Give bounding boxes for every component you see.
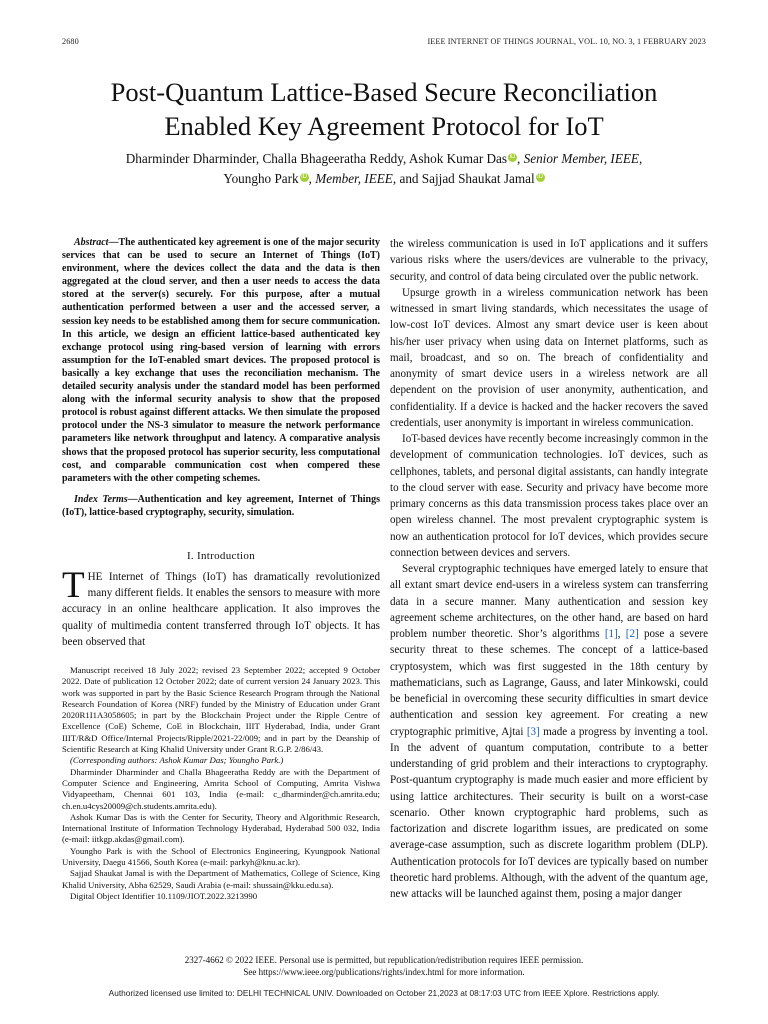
author-names-2: Youngho Park <box>223 170 299 186</box>
abstract-label: Abstract <box>74 237 109 248</box>
body-paragraph-4 <box>390 561 708 902</box>
body-text: pose a severe security threat to these schemes. The concept of a lattice-based cryptosystem, which was first suggested in the 18th century by mathematicians, such as Lagrange, Gauss, and later Minkowski, could be beneficial in overcoming these security difficulties in smart device authentication and session key agreement. For creating a new cryptographic primitive, Ajtai <box>390 628 709 738</box>
page-number: 2680 <box>62 37 79 46</box>
paper-title <box>40 75 728 143</box>
drop-cap: T <box>62 564 85 606</box>
intro-text: HE Internet of Things (IoT) has dramatically revolutionized many different fields. It enables the sensors to measure with more accuracy in an online healthcare application. It also improves the quality of multimedia content transferred through IoT objects. It has been observed that <box>62 570 380 648</box>
footnote-affiliation-3: Youngho Park is with the School of Electronics Engineering, Kyungpook National University, Daegu 41566, South Korea (e-mail: parkyh@knu.ac.kr). <box>62 845 380 868</box>
citation-link[interactable]: [3] <box>526 725 540 738</box>
author-sep: , <box>638 151 643 166</box>
copyright-line-1: 2327-4662 © 2022 IEEE. Personal use is permitted, but republication/redistribution requires IEEE permission. <box>184 955 584 965</box>
footnotes <box>62 665 380 902</box>
citation-link[interactable]: [2] <box>625 628 639 640</box>
author-line-1 <box>60 149 708 169</box>
body-text: Several cryptographic techniques have emerged lately to ensure that all extant smart device end-users in a wireless system can transferring data in a secure manner. Many authentication and session key agreement scheme architectures, on the other hand, are based on hard problem number theoretic. Shor’s algorithms <box>390 563 708 640</box>
body-paragraph-1: the wireless communication is used in IoT applications and it suffers various risks where the users/devices are vulnerable to the privacy, security, and control of data being circulated over the public network. <box>390 238 708 283</box>
orcid-icon[interactable]: iD <box>537 173 543 180</box>
index-terms-text: —Authentication and key agreement, Internet of Things (IoT), lattice-based cryptography, security, simulation. <box>62 493 380 518</box>
body-paragraph-2: Upsurge growth in a wireless communication network has been witnessed in smart living standards, which necessitates the usage of low-cost IoT devices. Almost any smart device user is keen about his/her user privacy when using data on Internet platforms, such as mail, broadcast, and so on. The breach of confidentiality and anonymity of smart device users in a wireless network are all dependent on the provision of user anonymity, authentication, and confidentiality. If a device is hacked and the hacker recovers the saved credentials, user anonymity is important in wireless communication. <box>390 286 708 429</box>
abstract-text: —The authenticated key agreement is one of the major security services that can be used to secure an Internet of Things (IoT) environment, where the devices collect the data and the data is then aggregated at the cloud server, and then a user needs to access the data stored at the server(s) securely. For this purpose, after a mutual authentication performed between a user and the accessed server, a session key needs to be established among them for secure communication. In this article, we design an efficient lattice-based authenticated key exchange protocol using ring-based version of learning with errors assumption for the IoT-enabled smart devices. The proposed protocol is basically a key exchange that uses the reconciliation mechanism. The detailed security analysis under the standard model has been performed along with the informal security analysis to show that the proposed protocol is robust against different attacks. We then simulate the proposed protocol under the NS-3 simulator to measure the network performance parameters like network throughput and latency. A comparative analysis shows that the proposed protocol has superior security, less computational cost, and comparable communication cost when compered these parameters with the other competing schemes. <box>62 237 380 484</box>
orcid-icon[interactable]: iD <box>301 173 307 180</box>
title-line-1: Post-Quantum Lattice-Based Secure Reconciliation <box>110 77 658 107</box>
left-column <box>62 236 380 650</box>
footnote-manuscript: Manuscript received 18 July 2022; revised 23 September 2022; accepted 9 October 2022. Date of publication 12 October 2022; date of current version 24 January 2023. This work was supported in part by the Basic Science Research Program through the National Research Foundation of Korea (NRF) funded by the Ministry of Education under Grant 2020R1I1A3058605; in part by the Blockchain Project under the Ripple Centre of Excellence (CoE) Scheme, CoE in Blockchain, IIIT Hyderabad, India, under Grant IIIT/R&D Office/Internal Projects/Ripple/2021-22/009; and in part by the Deanship of Scientific Research at King Khalid University under Grant R.G.P. 2/86/43. <box>62 665 380 755</box>
intro-paragraph <box>62 564 380 650</box>
citation-link[interactable]: [1] <box>604 628 618 640</box>
abstract <box>62 236 380 485</box>
footnote-doi[interactable]: Digital Object Identifier 10.1109/JIOT.2022.3213990 <box>70 890 258 901</box>
author-sep: , <box>308 170 316 186</box>
body-text: , <box>617 628 626 640</box>
orcid-icon[interactable]: iD <box>509 154 516 160</box>
author-names-3: , and Sajjad Shaukat Jamal <box>392 170 535 186</box>
author-line-2 <box>60 169 708 189</box>
body-text: made a progress by inventing a tool. In the advent of quantum computation, contribute to a better understanding of grid problem and their interactions to cryptography. Post-quantum cryptography is made much easier and more efficient by using lattice architectures. Their security is built on a worst-case scenario. Other known cryptographic hard problems, such as factorization and discrete logarithm issues, are predicated on some average-case assumption, such as discrete logarithm problem (DLP). Authentication protocols for IoT devices are typically based on number theoretic hard problems. Although, with the advent of the quantum age, new attacks will be launched against them, posing a major danger <box>390 725 708 900</box>
index-terms <box>62 493 380 519</box>
author-names-1: Dharminder Dharminder, Challa Bhageeratha Reddy, Ashok Kumar Das <box>125 151 508 166</box>
index-terms-label: Index Terms <box>74 493 128 505</box>
author-sep: , <box>517 151 524 166</box>
license-footer: Authorized licensed use limited to: DELHI TECHNICAL UNIV. Downloaded on October 21,2023 at 08:17:03 UTC from IEEE Xplore. Restrictions apply. <box>108 988 660 998</box>
author-role-1: Senior Member, IEEE <box>523 151 639 166</box>
footnote-affiliation-4: Sajjad Shaukat Jamal is with the Department of Mathematics, College of Science, King Khalid University, Abha 62529, Saudi Arabia (e-mail: shussain@kku.edu.sa). <box>62 868 380 890</box>
copyright-notice <box>60 955 708 978</box>
author-role-2: Member, IEEE <box>315 170 393 186</box>
section-heading: I. Introduction <box>186 549 256 562</box>
title-line-2: Enabled Key Agreement Protocol for IoT <box>164 111 604 141</box>
right-column <box>390 236 708 902</box>
body-paragraph-3: IoT-based devices have recently become increasingly common in the development of communication technologies. IoT devices, such as cellphones, tablets, and personal digital assistants, can handly integrate to the cloud server with ease. Security and privacy have become more primary concerns as this data transmission process takes place over an open wireless channel. The most prevalent cryptographic system is now an authentication protocol for IoT devices, which provides secure connection between devices and servers. <box>390 433 708 559</box>
footnote-affiliation-1: Dharminder Dharminder and Challa Bhageeratha Reddy are with the Department of Computer Science and Engineering, Amrita School of Computing, Amrita Vishwa Vidyapeetham, Chennai 601 103, India (e-mail: c_dharminder@ch.amrita.edu; ch.en.u4cys20009@ch.students.amrita.edu). <box>62 766 380 811</box>
footnote-corresponding: (Corresponding authors: Ashok Kumar Das; Youngho Park.) <box>70 755 284 766</box>
footnote-affiliation-2: Ashok Kumar Das is with the Center for Security, Theory and Algorithmic Research, International Institute of Information Technology Hyderabad, Hyderabad 500 032, India (e-mail: iitkgp.akdas@gmail.com). <box>62 811 380 845</box>
copyright-line-2[interactable]: See https://www.ieee.org/publications/rights/index.html for more information. <box>243 966 525 977</box>
author-list <box>60 149 708 188</box>
running-header: IEEE INTERNET OF THINGS JOURNAL, VOL. 10, NO. 3, 1 FEBRUARY 2023 <box>427 37 706 46</box>
